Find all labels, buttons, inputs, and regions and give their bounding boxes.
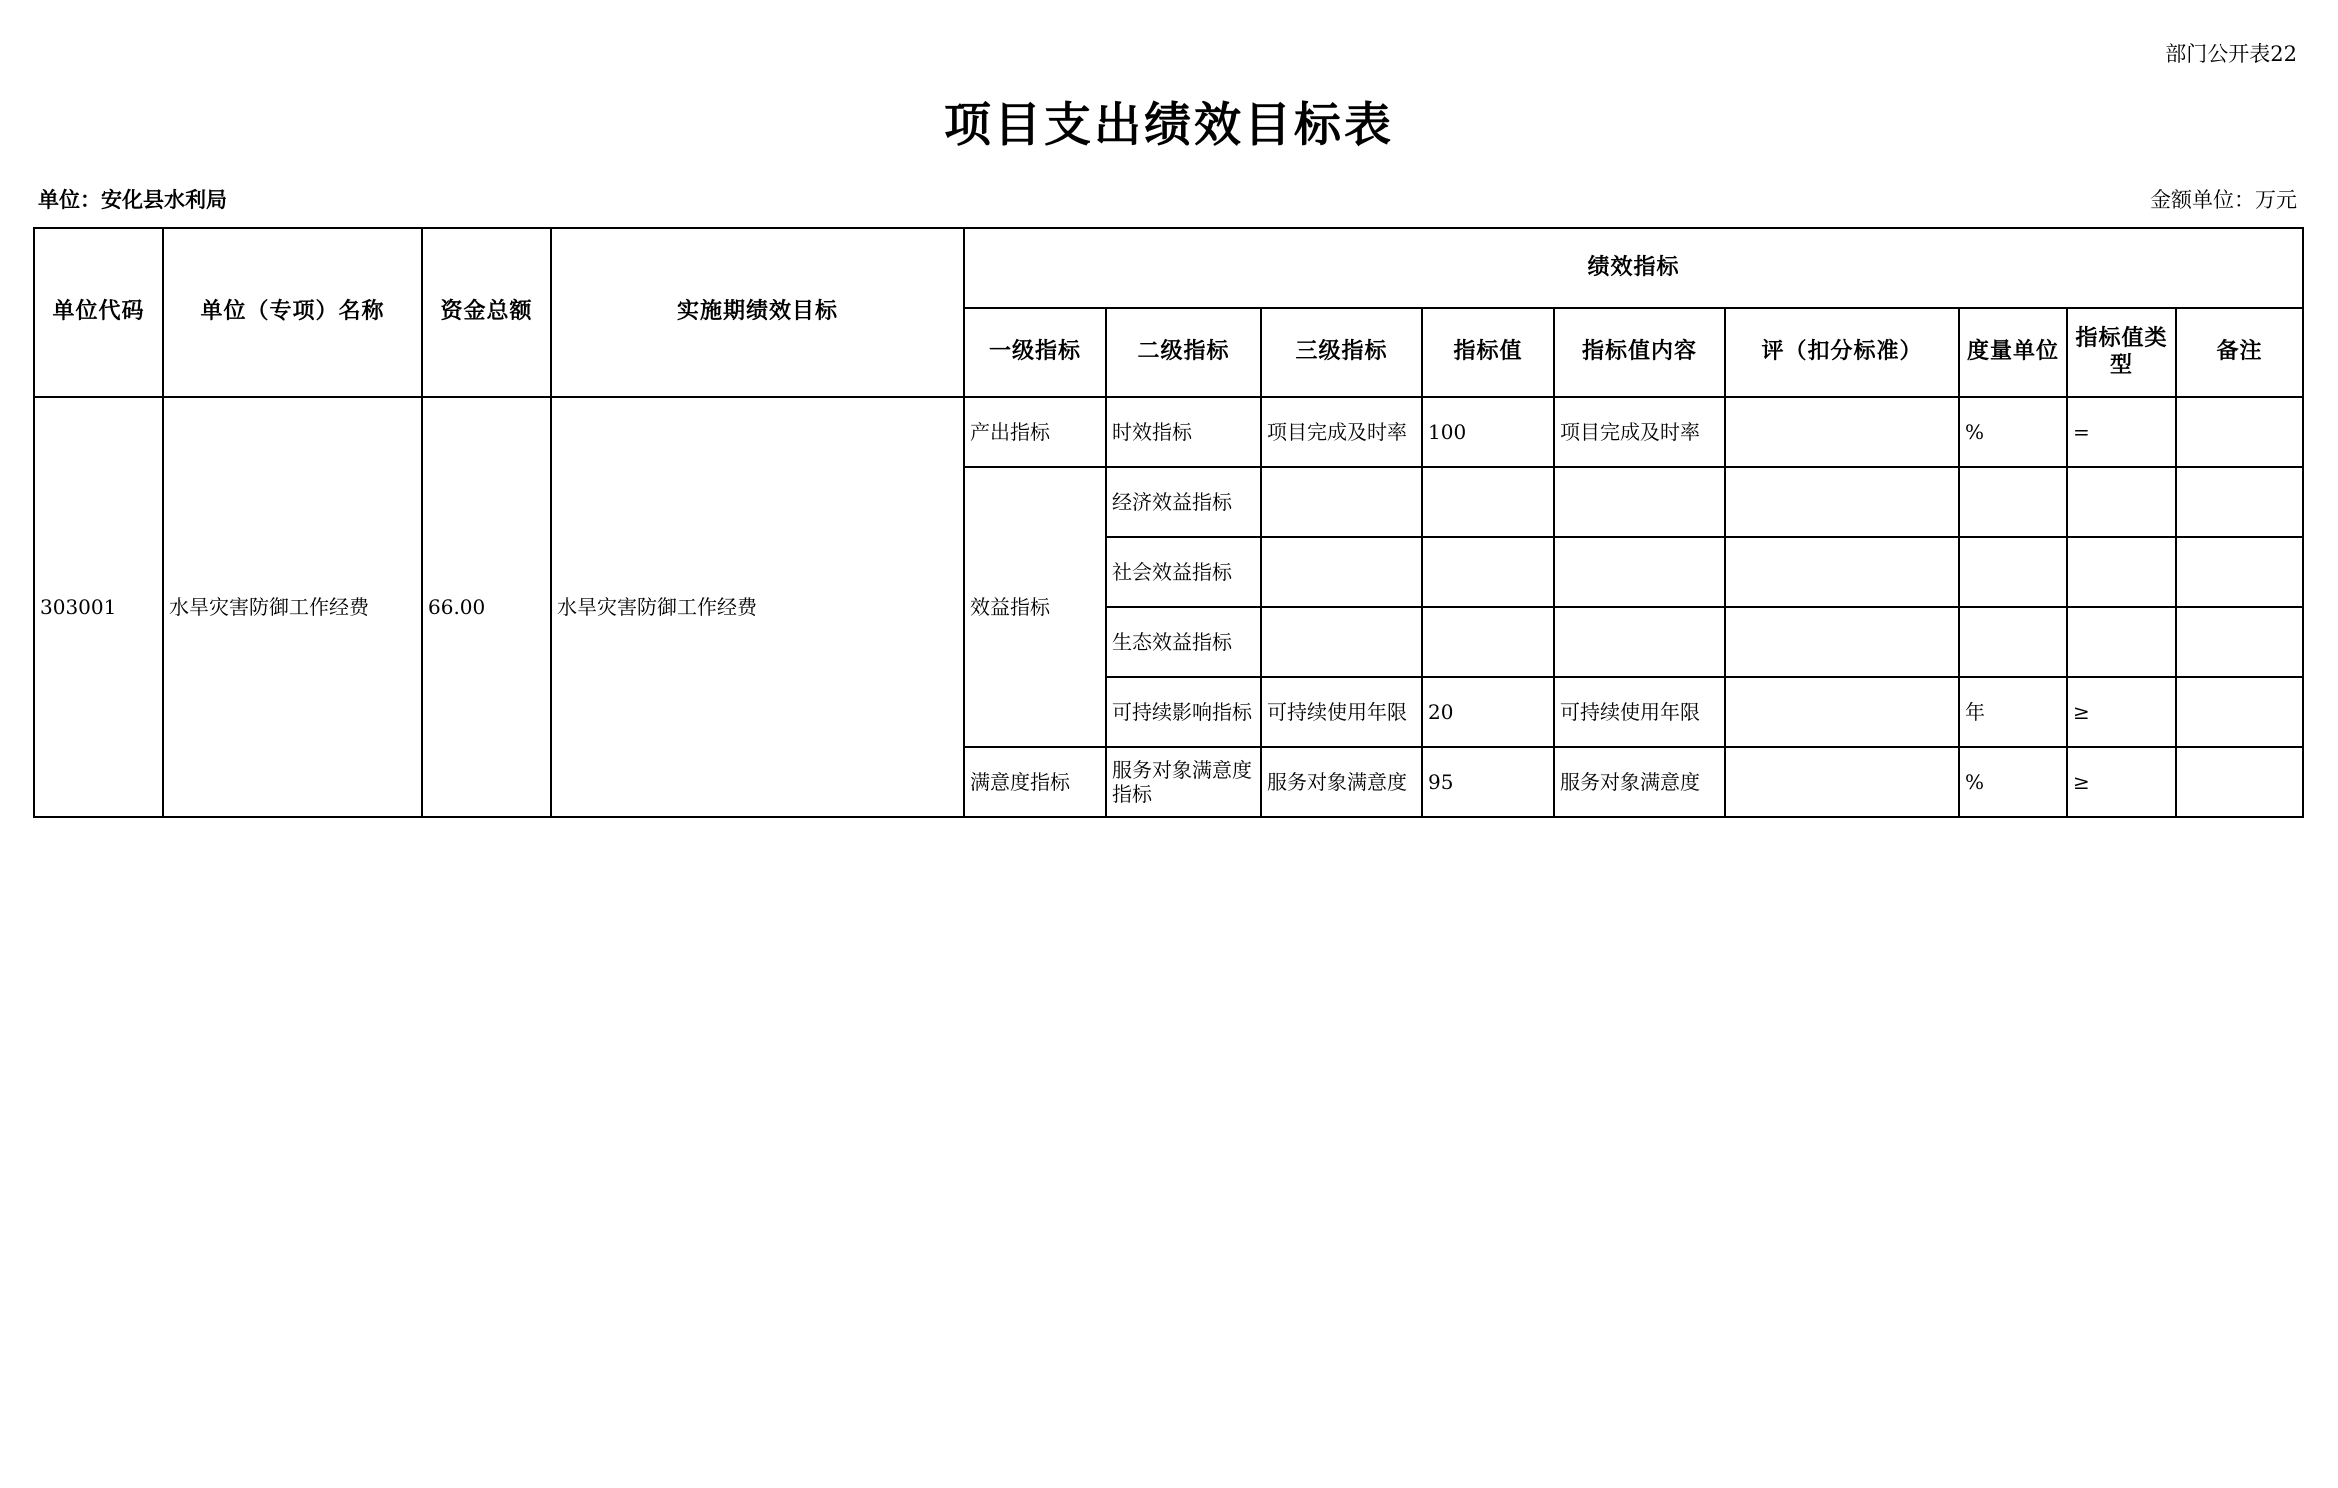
cell-measure-unit: %	[1959, 747, 2067, 817]
cell-level2: 经济效益指标	[1106, 467, 1261, 537]
header-total-funds: 资金总额	[422, 228, 551, 397]
cell-remark	[2176, 677, 2303, 747]
cell-value: 100	[1422, 397, 1554, 467]
cell-remark	[2176, 747, 2303, 817]
cell-unit-code: 303001	[34, 397, 163, 817]
cell-level3	[1261, 537, 1422, 607]
cell-value-content	[1554, 537, 1725, 607]
table-row	[34, 397, 2303, 467]
cell-scoring	[1725, 747, 1959, 817]
header-remark: 备注	[2176, 308, 2303, 397]
header-level1: 一级指标	[964, 308, 1106, 397]
cell-remark	[2176, 607, 2303, 677]
header-indicators: 绩效指标	[964, 228, 2303, 308]
cell-remark	[2176, 397, 2303, 467]
cell-value: 95	[1422, 747, 1554, 817]
cell-value-content	[1554, 467, 1725, 537]
header-row-1	[34, 228, 2303, 308]
cell-measure-unit	[1959, 467, 2067, 537]
cell-value-content: 服务对象满意度	[1554, 747, 1725, 817]
header-level3: 三级指标	[1261, 308, 1422, 397]
cell-value-type	[2067, 607, 2176, 677]
cell-scoring	[1725, 467, 1959, 537]
cell-level2: 服务对象满意度指标	[1106, 747, 1261, 817]
header-value: 指标值	[1422, 308, 1554, 397]
cell-value-type	[2067, 467, 2176, 537]
cell-level1-benefit: 效益指标	[964, 467, 1106, 747]
cell-value-content	[1554, 607, 1725, 677]
cell-value	[1422, 607, 1554, 677]
header-unit-name: 单位（专项）名称	[163, 228, 422, 397]
cell-total-funds: 66.00	[422, 397, 551, 817]
cell-scoring	[1725, 537, 1959, 607]
cell-level3: 项目完成及时率	[1261, 397, 1422, 467]
cell-unit-name: 水旱灾害防御工作经费	[163, 397, 422, 817]
cell-value-type: =	[2067, 397, 2176, 467]
cell-value-content: 项目完成及时率	[1554, 397, 1725, 467]
cell-level3: 可持续使用年限	[1261, 677, 1422, 747]
cell-value: 20	[1422, 677, 1554, 747]
cell-remark	[2176, 467, 2303, 537]
header-value-content: 指标值内容	[1554, 308, 1725, 397]
cell-value	[1422, 537, 1554, 607]
cell-value	[1422, 467, 1554, 537]
cell-remark	[2176, 537, 2303, 607]
header-unit-code: 单位代码	[34, 228, 163, 397]
cell-value-content: 可持续使用年限	[1554, 677, 1725, 747]
cell-level2: 生态效益指标	[1106, 607, 1261, 677]
form-code: 部门公开表22	[2165, 42, 2297, 66]
cell-value-type: ≥	[2067, 747, 2176, 817]
cell-measure-unit: %	[1959, 397, 2067, 467]
header-level2: 二级指标	[1106, 308, 1261, 397]
cell-scoring	[1725, 677, 1959, 747]
header-scoring: 评（扣分标准）	[1725, 308, 1959, 397]
page-title: 项目支出绩效目标表	[944, 98, 1394, 153]
header-period-goal: 实施期绩效目标	[551, 228, 964, 397]
cell-measure-unit: 年	[1959, 677, 2067, 747]
cell-value-type	[2067, 537, 2176, 607]
cell-measure-unit	[1959, 537, 2067, 607]
cell-level3: 服务对象满意度	[1261, 747, 1422, 817]
cell-level1-satisfaction: 满意度指标	[964, 747, 1106, 817]
cell-scoring	[1725, 397, 1959, 467]
cell-value-type: ≥	[2067, 677, 2176, 747]
cell-level2: 社会效益指标	[1106, 537, 1261, 607]
cell-level1-output: 产出指标	[964, 397, 1106, 467]
cell-period-goal: 水旱灾害防御工作经费	[551, 397, 964, 817]
header-value-type: 指标值类型	[2067, 308, 2176, 397]
performance-table	[33, 227, 2304, 818]
cell-level2: 时效指标	[1106, 397, 1261, 467]
cell-level3	[1261, 467, 1422, 537]
amount-unit: 金额单位：万元	[2150, 188, 2297, 212]
cell-level2: 可持续影响指标	[1106, 677, 1261, 747]
header-measure-unit: 度量单位	[1959, 308, 2067, 397]
cell-level3	[1261, 607, 1422, 677]
cell-measure-unit	[1959, 607, 2067, 677]
cell-scoring	[1725, 607, 1959, 677]
unit-line: 单位：安化县水利局	[38, 188, 227, 212]
